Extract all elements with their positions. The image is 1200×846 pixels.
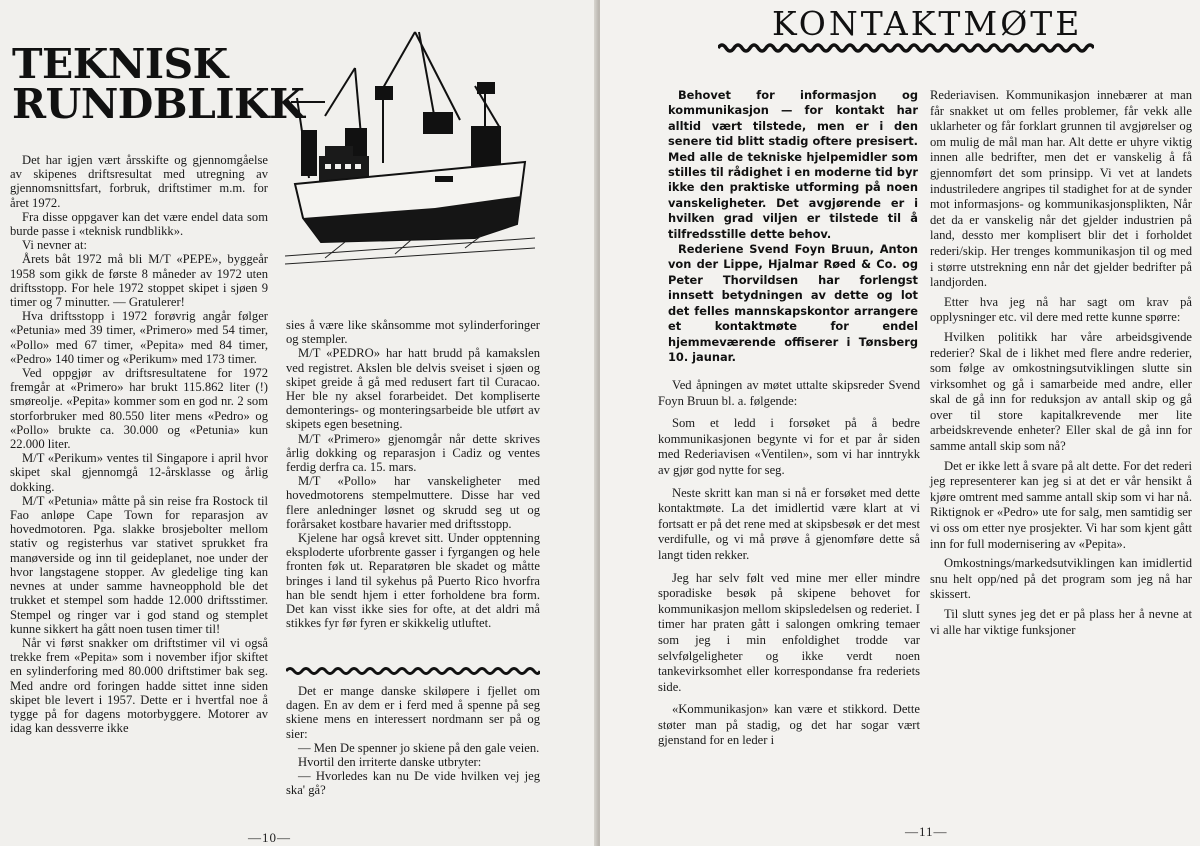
kontaktmote-headline: KONTAKTMØTE [772, 4, 1083, 43]
paragraph: Hva driftsstopp i 1972 forøvrig angår følger «Petunia» med 39 timer, «Primero» med 54 timer, «Pollo» med 67 timer, «Pepita» med 84 timer, «Pedro» 140 timer og «Perikum» med 173 timer. [10, 309, 268, 366]
right-page [600, 0, 1200, 846]
paragraph: Når vi først snakker om driftstimer vil vi også trekke frem «Pepita» som i november ifjor skiftet en sylinderforing med 80.000 driftstimer bak seg. Med andre ord foringen hadde sittet inne siden skipet ble levert i 1957. Dette er i hvertfal noe å tygge på for dagens motorbyggere. Motorer av idag kan dessverre ikke [10, 635, 268, 736]
joke-column [286, 684, 540, 798]
paragraph: — Men De spenner jo skiene på den gale veien. [298, 740, 540, 755]
teknisk-column-2 [286, 318, 540, 630]
paragraph: Ved oppgjør av driftsresultatene for 1972 fremgår at «Primero» har brukt 115.862 liter (!) smøreolje. «Pepita» kommer som en god nr. 2 som storforbruker med 80.550 liter mens «Pedro» og «Pollo» brukte ca. 30.000 og «Petunia» kun 22.000 liter. [10, 366, 268, 452]
kontakt-column-1 [658, 378, 920, 756]
paragraph: Etter hva jeg nå har sagt om krav på opplysninger etc. vil dere med rette kunne spørre: [930, 294, 1192, 325]
left-page [0, 0, 598, 846]
paragraph: Vi nevner at: [22, 238, 87, 253]
ship-in-drydock-illustration [285, 28, 535, 268]
wavy-underline [718, 42, 1094, 54]
wavy-divider [286, 666, 540, 676]
paragraph: M/T «Pollo» har vanskeligheter med hovedmotorens stempelmuttere. Disse har ved flere anledninger løsnet og skrudd seg ut og forårsaket kostbare havarier med driftsstopp. [286, 474, 540, 531]
paragraph: Fra disse oppgaver kan det være endel data som burde passe i «teknisk rundblikk». [10, 209, 268, 239]
paragraph: Til slutt synes jeg det er på plass her å nevne at vi alle har viktige funksjoner [930, 607, 1192, 637]
paragraph: Det er mange danske skiløpere i fjellet om dagen. En av dem er i ferd med å spenne på seg skiene mens en interessert nordmann ser på og sier: [286, 684, 540, 741]
paragraph: Som et ledd i forsøket på å bedre kommunikasjonen begynte vi for et par år siden med Rederiavisen «Ventilen», som vi har inntrykk av gjør god nytte for seg. [658, 416, 920, 477]
paragraph: sies å være like skånsomme mot sylinderforinger og stempler. [286, 318, 540, 347]
paragraph: Kjelene har også krevet sitt. Under opptenning eksploderte uforbrente gasser i fyrgangen og hele fronten føk ut. Reparatøren ble skadet og måtte bringes i land til sykehus på Puerto Rico hvorfra han ble sendt hjem i etter forholdene bra form. Det kan visst ikke sies for ofte, at det aldri må stikkes fyr før fyren er skikkelig utluftet. [286, 531, 540, 631]
paragraph: M/T «Perikum» ventes til Singapore i april hvor skipet skal gjennomgå 12-årsklasse og årlig dokking. [10, 451, 268, 494]
lead-paragraph: Rederiene Svend Foyn Bruun, Anton von der Lippe, Hjalmar Røed & Co. og Peter Thorvildsen har forlengst innsett betydningen av dette og lot det felles mannskapskontor arrangere et kontaktmøte for endel hjemmeværende offiserer i Tønsberg 10. jaunar. [668, 242, 918, 364]
paragraph: M/T «PEDRO» har hatt brudd på kamakslen ved registret. Akslen ble delvis sveiset i sjøen og skipet greide å gå med redusert fart til Curacao. Her ble ny aksel forarbeidet. Det kompliserte demonterings- og monteringsarbeide ble utført av skipets egen besetning. [286, 346, 540, 432]
lead-paragraphs [668, 88, 918, 365]
paragraph: Det har igjen vært årsskifte og gjennomgåelse av skipenes driftsresultat med utregning av gjennomsnittsfart, forbruk, driftstimer m.m. for året 1972. [10, 153, 268, 210]
teknisk-column-1 [10, 153, 268, 735]
paragraph: Neste skritt kan man si nå er forsøket med dette kontaktmøte. La det imidlertid være klart at vi fortsatt er på det rene med at skipsbesøk er det mest verdifulle, og vi må prøve å gjenomføre dette så langt tiden rekker. [658, 485, 920, 562]
paragraph: Hvilken politikk har våre arbeidsgivende rederier? Skal de i likhet med flere andre rederier, som følge av omkostningsutviklingen slutte sin virksomhet og gå i samarbeide med andre, eller skal de gå inn for reduksjon av antall skip og gå over til store kapitalkrevende mer lite arbeidskrevende enheter? Eller skal de gå inn for samme antall skip som nå? [930, 329, 1192, 454]
paragraph: M/T «Primero» gjenomgår når dette skrives årlig dokking og reparasjon i Cadiz og ventes ferdig derfra ca. 15. mars. [286, 431, 540, 475]
kontakt-column-2 [930, 88, 1192, 642]
paragraph: «Kommunikasjon» kan være et stikkord. Dette støter man på stadig, og det har sogar vært gjenstand for en leder i [658, 702, 920, 748]
paragraph: Ved åpningen av møtet uttalte skipsreder Svend Foyn Bruun bl. a. følgende: [658, 378, 920, 408]
paragraph: Det er ikke lett å svare på alt dette. For det rederi jeg representerer kan jeg si at det er vår hensikt å kjøre omtrent med samme antall skip som vi har nå. Riktignok er «Pedro» ute for salg, men samtidig ser vi oss om etter nye prosjekter. Vi har som kjent gått inn for full modernisering av «Pepita». [930, 458, 1192, 551]
headline-line-2: RUNDBLIKK [12, 80, 305, 128]
page-number-right: —11— [905, 824, 948, 839]
teknisk-rundblikk-headline [12, 40, 305, 128]
paragraph: — Hvorledes kan nu De vide hvilken vej jeg ska' gå? [286, 769, 540, 798]
lead-paragraph: Behovet for informasjon og kommunikasjon — for kontakt har alltid vært tilstede, men er i den senere tid blitt stadig oftere presisert. Med alle de tekniske hjelpemidler som stilles til rådighet i en moderne tid byr ikke den praktiske utforming på noen vanskeligheter. Det avgjørende er i hvilken grad viljen er tilstede til å tilfredsstille dette behov. [668, 88, 918, 241]
paragraph: Omkostnings/markedsutviklingen kan imidlertid snu helt opp/ned på det program som jeg nå har skissert. [930, 556, 1192, 602]
page-number-left: —10— [248, 830, 291, 845]
paragraph: Jeg har selv følt ved mine mer eller mindre sporadiske besøk på skipene behovet for kommunikasjon mellom skipsledelsen og rederiet. I timer har praten gått i salongen omkring temaer som jeg i min enfoldighet trodde var selvfølgeligheter og ikke verdt noen tankevirksomhet eller korrespondanse fra rederiets side. [658, 570, 920, 694]
paragraph: Rederiavisen. Kommunikasjon innebærer at man får snakket ut om felles problemer, får vekk alle uklarheter og får forklart grunnen til avgjørelser og om mulig de mål man har. Alt dette er uhyre viktig innen alle bedrifter, men det er vanskelig å få gjennomført det som prinsipp. Vi vet at landets industriledere angripes til stadighet for at de synder mot informasjons- og kommunikasjonsplikten, Når det da er vanskelig når det gjelder industrien på land, dessto mer komplisert blir det i forholdet rederi/skip. Her trenges kommunikasjon til og med i større utstrekning enn når det gjelder bedrifter på landjorden. [930, 88, 1192, 290]
paragraph: M/T «Petunia» måtte på sin reise fra Rostock til Fao anløpe Cape Town for reparasjon av hovedmotoren. Pga. slakke brosjebolter mellom stativ og registerhus var stativet sprukket fra manøverside og inn til geideplanet, noe under der hvor langstagene stopper. Av gledelige ting kan nevnes at under samme havneopphold ble det trukket et stempel som hadde 12.000 driftsstimer. Stempel og ringer var i god stand og stemplet kunne sikkert ha gått noen tusen timer til! [10, 493, 268, 636]
headline-line-1: TEKNISK [12, 40, 228, 88]
paragraph: Årets båt 1972 må bli M/T «PEPE», byggeår 1958 som gikk de første 8 måneder av 1972 uten driftsstopp. For hele 1972 stoppet skipet i sjøen 9 timer og 7 minutter. — Gratulerer! [10, 252, 268, 310]
paragraph: Hvortil den irriterte danske utbryter: [298, 755, 482, 770]
